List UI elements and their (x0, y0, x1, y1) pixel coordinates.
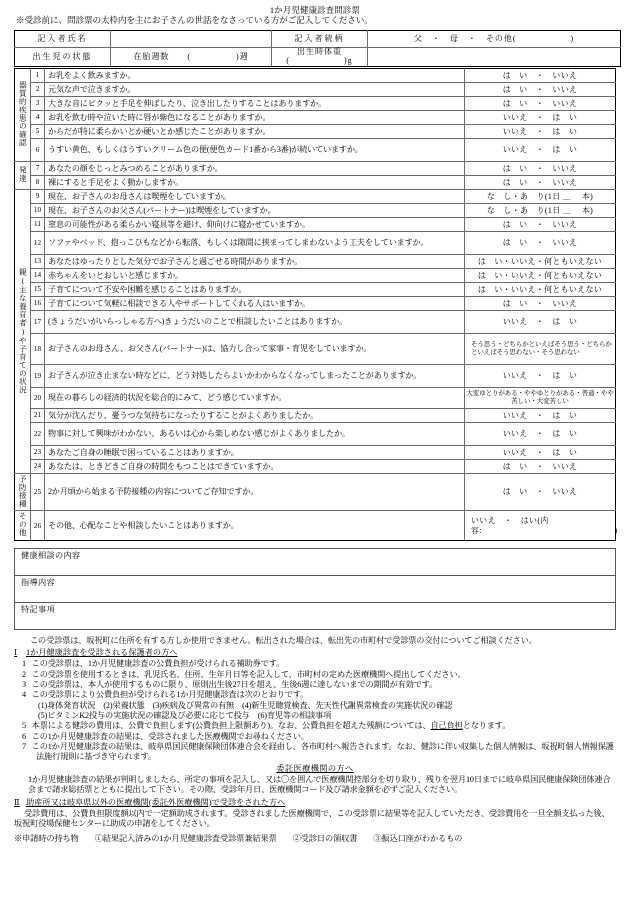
self-pay-underline: 自己負担 (430, 721, 463, 731)
question-number: 18 (31, 333, 45, 364)
section-2-body: 受診費用は、公費負担限度額以内で一定額助成されます。受診されました医療機関で、この受診票に結果等を記入していただき、受診費用を一旦全額支払った後、坂祝町役場保健センターに助成の申請をしてください。 (14, 809, 610, 829)
item-text: この1か月児健康診査の結果は、受診されました医療機関でお尋ねください。 (31, 731, 309, 741)
footer-item-cost (14, 721, 616, 731)
category-other: その他 (15, 511, 31, 540)
table-row (15, 124, 616, 138)
table-row (15, 511, 616, 540)
question-number: 15 (31, 282, 45, 296)
birth-weight-field[interactable]: 出生時体重 ( )g (272, 48, 368, 67)
writer-name-input[interactable] (111, 31, 272, 48)
answer-options[interactable]: いいえ ・ は い (465, 422, 616, 445)
consigned-institution-heading: 委託医療機関の方へ (276, 763, 354, 773)
item-text: この受診票は、1か月児健康診査の公費負担が受けられる補助券です。 (31, 659, 285, 669)
answer-options[interactable]: いいえ ・ はい(内容: ) (465, 511, 616, 540)
table-row (15, 445, 616, 459)
answer-options[interactable]: は い ・ いいえ (465, 161, 616, 175)
table-row (15, 138, 616, 161)
answer-options[interactable]: いいえ ・ は い (465, 124, 616, 138)
question-number: 13 (31, 254, 45, 268)
belongings-item-3: ③振込口座がわかるもの (373, 833, 463, 843)
respondent-header-table (14, 30, 621, 67)
page-title: 1か月児健康診査問診票 (269, 6, 361, 15)
section-2-heading (14, 798, 616, 808)
answer-options[interactable]: いいえ ・ は い (465, 445, 616, 459)
answer-options[interactable]: は い・いいえ・何ともいえない (465, 268, 616, 282)
footer-intro: この受診票は、坂祝町に住所を有する方しか使用できません。転出された場合は、転出先の市町村で受診票の交付についてご相談ください。 (30, 635, 537, 645)
question-number: 7 (31, 161, 45, 175)
writer-name-label: 記入者氏名 (15, 31, 111, 48)
health-consultation-box[interactable]: 健康相談の内容 (15, 548, 616, 575)
belongings-label: ※申請時の持ち物 (14, 833, 79, 843)
question-text: あなたは、ときどきご自身の時間をもつことはできていますか。 (45, 459, 465, 473)
question-number: 2 (31, 82, 45, 96)
question-text: お子さんのお母さん、お父さん(パートナー)は、協力し合って家事・育児をしていますか。 (45, 333, 465, 364)
question-number: 1 (31, 68, 45, 82)
table-row (15, 82, 616, 96)
question-text: うすい黄色、もしくはうすいクリーム色の便(便色カード1番から3番)が続いていますか。 (45, 138, 465, 161)
guidance-content-box[interactable]: 指導内容 (15, 575, 616, 602)
footer-item (14, 742, 616, 763)
item-number: 1 (22, 659, 26, 669)
item-number: 4 (22, 690, 26, 700)
question-number: 22 (31, 422, 45, 445)
question-text: あなたご自身の睡眠で困っていることはありますか。 (45, 445, 465, 459)
section-1-heading (14, 648, 616, 658)
table-row (15, 408, 616, 422)
table-row (15, 96, 616, 110)
question-number: 3 (31, 96, 45, 110)
questions-table (14, 68, 616, 541)
question-number: 14 (31, 268, 45, 282)
question-number: 10 (31, 203, 45, 217)
question-text: お子さんが泣き止まない時などに、どう対処したらよいかわからなくなってしまったことがありますか。 (45, 364, 465, 387)
question-text: 物事に対して興味がわかない、あるいは心から楽しめない感じがよくありましたか。 (45, 422, 465, 445)
section-1-roman: Ⅰ (14, 648, 18, 658)
section-2-roman: Ⅱ (14, 797, 20, 807)
question-text: お乳をよく飲みますか。 (45, 68, 465, 82)
question-number: 21 (31, 408, 45, 422)
question-text: ソファやベッド、抱っこひもなどから転落、もしくは隙間に挟まってしまわないよう工夫をしていますか。 (45, 231, 465, 254)
answer-options[interactable]: いいえ ・ は い (465, 138, 616, 161)
table-row (15, 68, 616, 82)
table-row (15, 459, 616, 473)
question-number: 6 (31, 138, 45, 161)
table-row (15, 282, 616, 296)
item-text-b: となります。 (462, 721, 511, 731)
question-text: 大きな音にピクッと手足を伸ばしたり、泣き出したりすることはありますか。 (45, 96, 465, 110)
category-parenting-status: 親(主な養育者)や子育ての状況 (15, 189, 31, 473)
table-row (15, 48, 621, 67)
table-row (15, 310, 616, 333)
question-text: 現在、お子さんのお母さんは喫煙をしていますか。 (45, 189, 465, 203)
table-row (15, 364, 616, 387)
writer-relation-label: 記入者続柄 (272, 31, 368, 48)
answer-options[interactable]: は い ・ いいえ (465, 459, 616, 473)
answer-options[interactable]: そう思う・どちらかといえばそう思う・どちらかといえばそう思わない・そう思わない (465, 333, 616, 364)
section-1-title: 1か月健康診査を受診される保護者の方へ (26, 648, 178, 658)
question-number: 26 (31, 511, 45, 540)
question-text: 裸にすると手足をよく動かしますか。 (45, 175, 465, 189)
question-text: その他、心配なことや相談したいことはありますか。 (45, 511, 465, 540)
memo-boxes-table (14, 548, 616, 630)
question-number: 20 (31, 387, 45, 408)
answer-options[interactable]: いいえ ・ は い (465, 110, 616, 124)
birth-state-blank[interactable] (368, 48, 621, 67)
table-row (15, 548, 616, 575)
item-text: この1か月児健康診査の結果は、岐阜県国民健康保険団体連合会を経由し、各市町村へ報告されます。なお、健診に伴い収集した個人情報は、坂祝町個人情報保護法施行規則に基づき守られます。 (31, 742, 614, 762)
answer-options[interactable]: は い・いいえ・何ともいえない (465, 282, 616, 296)
question-number: 11 (31, 217, 45, 231)
footer-item (14, 670, 616, 680)
answer-options[interactable]: 大変ゆとりがある・ややゆとりがある・普通・やや苦しい・大変苦しい (465, 387, 616, 408)
table-row (15, 203, 616, 217)
required-belongings (14, 834, 616, 844)
item-number: 5 (22, 721, 26, 731)
answer-options[interactable]: は い ・ いいえ (465, 473, 616, 511)
item-text: この受診票を使用するときは、乳児氏名、住所、生年月日等を記入して、市町村の定めた医療機関へ提出してください。 (31, 669, 466, 679)
question-text: (きょうだいがいらっしゃる方へ)きょうだいのことで相談したいことはありますか。 (45, 310, 465, 333)
table-row (15, 473, 616, 511)
footer-item (14, 659, 616, 669)
table-row (15, 254, 616, 268)
answer-options[interactable]: いいえ ・ は い (465, 408, 616, 422)
answer-options[interactable]: な し・あ り(1日 ＿ 本) (465, 203, 616, 217)
table-row (15, 175, 616, 189)
question-number: 23 (31, 445, 45, 459)
item-text: この受診票は、本人が使用するものに限り、原則出生後27日を超え、生後6週に達しないまでの期間が有効です。 (31, 680, 438, 690)
answer-options[interactable]: は い ・ いいえ (465, 96, 616, 110)
table-row (15, 31, 621, 48)
question-number: 4 (31, 110, 45, 124)
answer-options[interactable]: は い ・ いいえ (465, 82, 616, 96)
item-number: 7 (22, 742, 26, 752)
answer-options[interactable]: いいえ ・ は い (465, 310, 616, 333)
category-organic-disease: 器質的疾患の確認 (15, 68, 31, 161)
question-number: 12 (31, 231, 45, 254)
question-text: 気分が沈んだり、憂うつな気持ちになったりすることがよくありましたか。 (45, 408, 465, 422)
question-text: 2か月頃から始まる予防接種の内容についてご存知ですか。 (45, 473, 465, 511)
section-2-title: 助産所又は岐阜県以外の医療機関(委託外医療機関)で受診をされた方へ (26, 797, 286, 807)
birth-state-label: 出生児の状態 (15, 48, 111, 67)
question-text: 赤ちゃんをいとおしいと感じますか。 (45, 268, 465, 282)
footer-notes (14, 636, 616, 844)
exam-contents-line-1: (1)身体発育状況 (2)栄養状態 (3)疾病及び異常の有無 (4)新生児聴覚検査、先天性代謝異常検査の実施状況の確認 (38, 700, 453, 710)
question-text: 子育てについて不安や困難を感じることはありますか。 (45, 282, 465, 296)
answer-options[interactable]: は い ・ いいえ (465, 68, 616, 82)
question-text: あなたの顔をじっとみつめることがありますか。 (45, 161, 465, 175)
question-number: 8 (31, 175, 45, 189)
table-row (15, 422, 616, 445)
table-row (15, 110, 616, 124)
item-text: この受診票により公費負担が受けられる1か月児健康診査は次のとおりです。 (31, 690, 309, 700)
question-text: あなたはゆったりとした気分でお子さんと過ごせる時間がありますか。 (45, 254, 465, 268)
question-number: 19 (31, 364, 45, 387)
footer-item (14, 690, 616, 700)
item-number: 2 (22, 669, 26, 679)
table-row (15, 268, 616, 282)
table-row (15, 189, 616, 203)
table-row (15, 161, 616, 175)
footer-item (14, 732, 616, 742)
question-number: 25 (31, 473, 45, 511)
table-row (15, 296, 616, 310)
remarks-box[interactable]: 特記事項 (15, 602, 616, 629)
answer-options[interactable]: は い ・ いいえ (465, 217, 616, 231)
question-number: 16 (31, 296, 45, 310)
question-text: 現在、お子さんのお父さん(パートナー)は喫煙をしていますか。 (45, 203, 465, 217)
question-text: 現在の暮らしの経済的状況を総合的にみて、どう感じていますか。 (45, 387, 465, 408)
table-row (15, 333, 616, 364)
gestational-weeks-field[interactable]: 在胎週数 ( )週 (111, 48, 272, 67)
answer-options[interactable]: は い・いいえ・何ともいえない (465, 254, 616, 268)
table-row (15, 387, 616, 408)
question-number: 9 (31, 189, 45, 203)
category-vaccination: 予防接種 (15, 473, 31, 511)
question-number: 24 (31, 459, 45, 473)
question-text: 子育てについて気軽に相談できる人やサポートしてくれる人はいますか。 (45, 296, 465, 310)
question-text: 窒息の可能性がある柔らかい寝具等を避け、仰向けに寝かせていますか。 (45, 217, 465, 231)
footer-item (14, 680, 616, 690)
writer-relation-options[interactable]: 父 ・ 母 ・ その他( ) (368, 31, 621, 48)
item-text-a: 本票による健診の費用は、公費で負担します(公費負担上限額あり)。なお、公費負担を超えた残額については、 (31, 721, 431, 731)
category-development: 発達 (15, 161, 31, 189)
belongings-item-1: ①結果記入済みの1か月児健康診査受診票兼結果票 (94, 833, 277, 843)
answer-options[interactable]: は い ・ いいえ (465, 175, 616, 189)
question-text: お乳を飲む時や泣いた時に唇が紫色になることがありますか。 (45, 110, 465, 124)
item-number: 3 (22, 680, 26, 690)
question-text: 元気な声で泣きますか。 (45, 82, 465, 96)
table-row (15, 217, 616, 231)
consigned-institution-body: 1か月児健康診査の結果が判明しましたら、所定の事項を記入し、又は〇を囲んで医療機関控部分を切り取り、残りを翌月10日までに岐阜県国民健康保険団体連合会まで請求総括票とともに提出して下さい。その際、受診年月日、医療機関コード及び請求金額を必ずご記入ください。 (28, 775, 611, 795)
table-row (15, 231, 616, 254)
answer-options[interactable]: は い ・ いいえ (465, 296, 616, 310)
item-number: 6 (22, 731, 26, 741)
exam-contents-line-2: (5)ビタミンK2投与の実施状況の確認及び必要に応じて投与 (6)育児等の相談事項 (38, 711, 332, 721)
answer-options[interactable]: は い ・ いいえ (465, 231, 616, 254)
question-number: 17 (31, 310, 45, 333)
table-row (15, 575, 616, 602)
question-text: からだが特に柔らかいとか硬いとか感じたことがありますか。 (45, 124, 465, 138)
answer-options[interactable]: な し・あ り(1日 ＿ 本) (465, 189, 616, 203)
table-row (15, 602, 616, 629)
belongings-item-2: ②受診日の領収書 (292, 833, 358, 843)
question-number: 5 (31, 124, 45, 138)
answer-options[interactable]: いいえ ・ は い (465, 364, 616, 387)
page-note: ※受診前に、問診票の太枠内を主にお子さんの世話をなさっている方がご記入してください。 (16, 15, 373, 26)
